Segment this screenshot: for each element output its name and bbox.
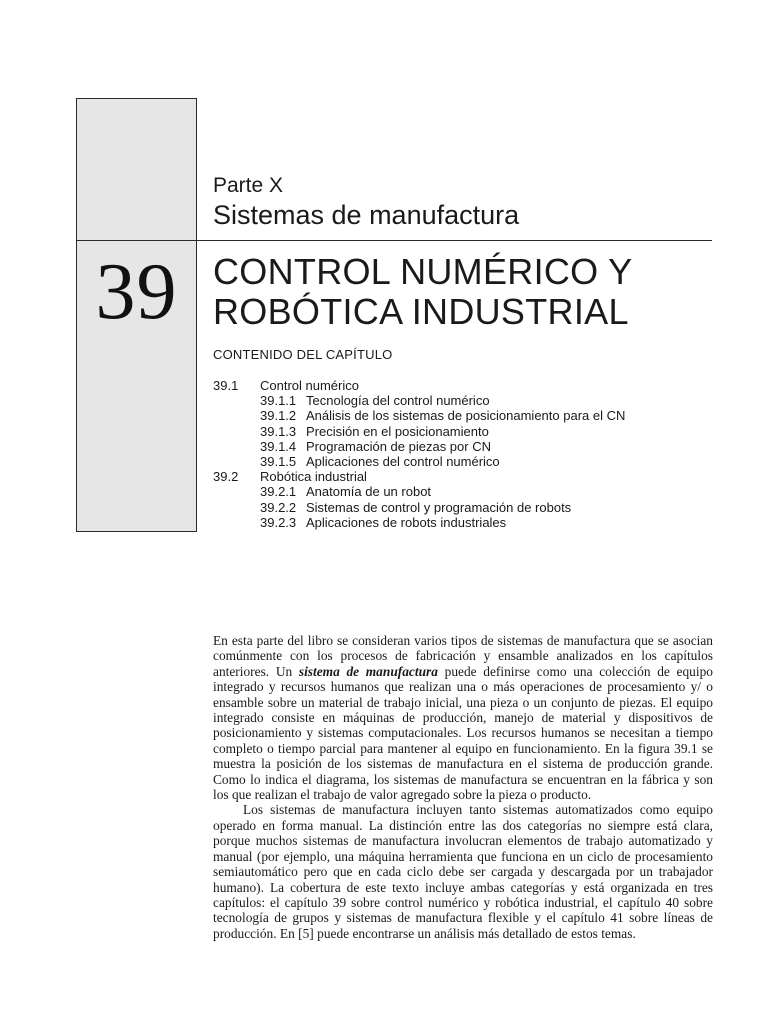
toc-item-label: Anatomía de un robot bbox=[306, 484, 432, 500]
toc-item-label: Sistemas de control y programación de robots bbox=[306, 499, 572, 515]
header-divider bbox=[76, 240, 712, 241]
toc-item bbox=[213, 378, 713, 393]
toc-item bbox=[213, 408, 713, 423]
chapter-title-line: ROBÓTICA INDUSTRIAL bbox=[213, 291, 629, 332]
toc-item-number: 39.2.2 bbox=[260, 499, 297, 515]
contents-heading: CONTENIDO DEL CAPÍTULO bbox=[213, 347, 393, 362]
paragraph bbox=[213, 633, 713, 802]
toc-item bbox=[213, 469, 713, 484]
paragraph: Los sistemas de manufactura incluyen tanto sistemas automatizados como equipo operado en forma manual. La distinción entre las dos categorías no siempre está clara, porque muchos sistemas de manufactura involucran elementos de trabajo automatizado y manual (por ejemplo, una máquina herramienta que funciona en un ciclo de procesamiento semiautomático pero que en cada ciclo debe ser cargada y descargada por un trabajador humano). La cobertura de este texto incluye ambas categorías y está organizada en tres capítulos: el capítulo 39 sobre control numérico y robótica industrial, el capítulo 40 sobre tecnología de grupos y sistemas de manufactura flexible y el capítulo 41 sobre líneas de producción. En [5] puede encontrarse un análisis más detallado de estos temas. bbox=[213, 802, 713, 941]
defined-term: sistema de manufactura bbox=[298, 663, 438, 679]
body-text bbox=[213, 633, 713, 941]
toc-item bbox=[213, 500, 713, 515]
toc-item-number: 39.1.1 bbox=[260, 393, 297, 409]
toc-item-label: Aplicaciones del control numérico bbox=[306, 454, 500, 470]
toc-item-number: 39.1.2 bbox=[260, 408, 297, 424]
paragraph-text: puede definirse como una colección de equipo integrado y recursos humanos que realizan una o más operaciones de procesamiento y/ o ensamble sobre un material de trabajo inicial, una pieza o un conjunto de piezas. El equipo integrado consiste en máquinas de producción, manejo de material y dispositivos de posicionamiento y sistemas computacionales. Los recursos humanos se necesitan a tiempo completo o tiempo parcial para mantener al equipo en funcionamiento. En la figura 39.1 se muestra la posición de los sistemas de manufactura en el sistema de producción grande. Como lo indica el diagrama, los sistemas de manufactura se encuentran en la fábrica y son los que realizan el trabajo de valor agregado sobre la pieza o producto. bbox=[213, 663, 713, 803]
toc-item bbox=[213, 393, 713, 408]
chapter-title-line: CONTROL NUMÉRICO Y bbox=[213, 251, 633, 292]
part-title: Sistemas de manufactura bbox=[213, 200, 520, 230]
toc-item-label: Control numérico bbox=[260, 378, 359, 393]
toc-item bbox=[213, 484, 713, 499]
toc-item bbox=[213, 424, 713, 439]
toc-item-label: Aplicaciones de robots industriales bbox=[306, 514, 507, 530]
toc-item-number: 39.1.5 bbox=[260, 454, 297, 470]
toc-item-number: 39.1.3 bbox=[260, 423, 297, 439]
toc-item-number: 39.2 bbox=[213, 469, 239, 485]
chapter-title bbox=[213, 252, 733, 332]
toc-item-number: 39.1 bbox=[213, 378, 239, 393]
toc-item-label: Programación de piezas por CN bbox=[306, 438, 491, 454]
chapter-number: 39 bbox=[95, 248, 178, 336]
toc-item-number: 39.1.4 bbox=[260, 438, 297, 454]
toc-item bbox=[213, 439, 713, 454]
toc-item-label: Tecnología del control numérico bbox=[306, 393, 490, 409]
toc-item-number: 39.2.1 bbox=[260, 484, 297, 500]
paragraph-text: En esta parte del libro se consideran varios tipos de sistemas de manufactura que se asocian comúnmente con los procesos de fabricación y ensamble analizados en los capítulos anteriores. Un bbox=[213, 633, 713, 679]
toc-item-label: Precisión en el posicionamiento bbox=[306, 423, 489, 439]
toc-item-label: Robótica industrial bbox=[260, 469, 367, 485]
toc-item-number: 39.2.3 bbox=[260, 514, 297, 530]
toc-item bbox=[213, 515, 713, 530]
toc-item bbox=[213, 454, 713, 469]
table-of-contents bbox=[213, 378, 713, 530]
toc-item-label: Análisis de los sistemas de posicionamiento para el CN bbox=[306, 408, 626, 424]
part-label: Parte X bbox=[213, 174, 284, 197]
